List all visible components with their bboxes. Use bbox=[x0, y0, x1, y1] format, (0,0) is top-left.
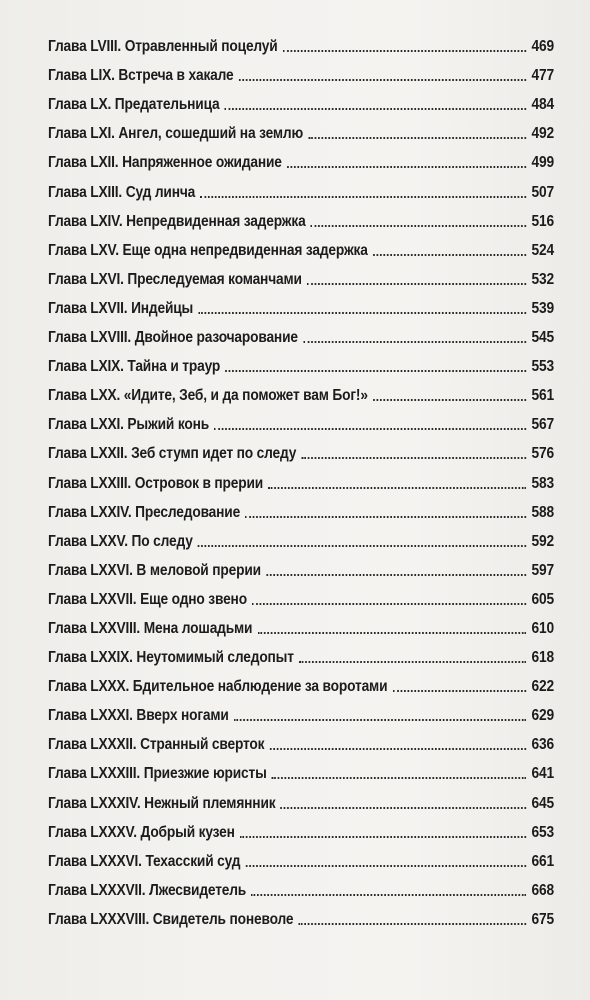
toc-entry bbox=[48, 610, 554, 639]
dot-leader bbox=[373, 399, 526, 401]
toc-entry-page-number: 592 bbox=[531, 532, 554, 550]
toc-entry bbox=[48, 464, 554, 493]
toc-entry bbox=[48, 668, 554, 697]
toc-entry-page-number: 492 bbox=[531, 125, 554, 143]
toc-entry bbox=[48, 784, 554, 813]
dot-leader bbox=[245, 865, 526, 867]
toc-entry-title: Глава LXII. Напряженное ожидание bbox=[48, 154, 282, 172]
toc-entry bbox=[48, 901, 554, 930]
toc-entry-page-number: 629 bbox=[531, 707, 554, 725]
dot-leader bbox=[251, 894, 526, 896]
toc-entry-page-number: 477 bbox=[531, 67, 554, 85]
dot-leader bbox=[239, 79, 527, 81]
toc-entry bbox=[48, 697, 554, 726]
dot-leader bbox=[393, 690, 527, 692]
toc-entry-page-number: 618 bbox=[531, 649, 554, 667]
toc-entry-title: Глава LXVII. Индейцы bbox=[48, 299, 194, 317]
dot-leader bbox=[198, 312, 526, 314]
toc-entry-page-number: 553 bbox=[531, 358, 554, 376]
dot-leader bbox=[252, 603, 526, 605]
toc-entry-page-number: 610 bbox=[531, 619, 554, 637]
dot-leader bbox=[270, 748, 527, 750]
toc-entry bbox=[48, 377, 554, 406]
toc-entry-page-number: 561 bbox=[531, 387, 554, 405]
toc-entry-title: Глава LXXXII. Странный сверток bbox=[48, 736, 265, 754]
table-of-contents bbox=[48, 28, 554, 930]
dot-leader bbox=[283, 50, 527, 52]
toc-entry bbox=[48, 523, 554, 552]
toc-entry bbox=[48, 435, 554, 464]
dot-leader bbox=[287, 166, 526, 168]
toc-entry-page-number: 622 bbox=[531, 678, 554, 696]
dot-leader bbox=[225, 370, 526, 372]
toc-entry-page-number: 539 bbox=[531, 299, 554, 317]
toc-entry-page-number: 545 bbox=[531, 329, 554, 347]
toc-entry-title: Глава LXVI. Преследуемая команчами bbox=[48, 270, 302, 288]
dot-leader bbox=[268, 487, 526, 489]
toc-entry-title: Глава LXXVI. В меловой прерии bbox=[48, 561, 261, 579]
toc-entry-title: Глава LXXXIII. Приезжие юристы bbox=[48, 765, 267, 783]
toc-entry-title: Глава LXVIII. Двойное разочарование bbox=[48, 329, 298, 347]
toc-entry-page-number: 499 bbox=[531, 154, 554, 172]
toc-entry-page-number: 532 bbox=[531, 270, 554, 288]
dot-leader bbox=[198, 545, 527, 547]
toc-entry-title: Глава LXXVII. Еще одно звено bbox=[48, 590, 247, 608]
toc-entry-page-number: 668 bbox=[531, 881, 554, 899]
toc-entry-page-number: 641 bbox=[531, 765, 554, 783]
toc-entry bbox=[48, 86, 554, 115]
toc-entry bbox=[48, 115, 554, 144]
toc-entry bbox=[48, 872, 554, 901]
toc-entry bbox=[48, 639, 554, 668]
toc-entry-page-number: 636 bbox=[531, 736, 554, 754]
toc-entry-page-number: 567 bbox=[531, 416, 554, 434]
toc-entry-page-number: 576 bbox=[531, 445, 554, 463]
toc-entry bbox=[48, 348, 554, 377]
toc-entry bbox=[48, 28, 554, 57]
toc-entry bbox=[48, 755, 554, 784]
toc-entry-page-number: 597 bbox=[531, 561, 554, 579]
toc-entry-title: Глава LXXXVII. Лжесвидетель bbox=[48, 881, 247, 899]
toc-entry bbox=[48, 203, 554, 232]
toc-entry-page-number: 469 bbox=[531, 38, 554, 56]
toc-entry-page-number: 645 bbox=[531, 794, 554, 812]
toc-entry-title: Глава LXXXVIII. Свидетель поневоле bbox=[48, 910, 294, 928]
toc-entry bbox=[48, 581, 554, 610]
toc-entry-title: Глава LXIV. Непредвиденная задержка bbox=[48, 212, 306, 230]
toc-entry bbox=[48, 173, 554, 202]
toc-entry bbox=[48, 232, 554, 261]
toc-entry-title: Глава LXIII. Суд линча bbox=[48, 183, 196, 201]
toc-entry-title: Глава LXXI. Рыжий конь bbox=[48, 416, 210, 434]
dot-leader bbox=[299, 923, 527, 925]
toc-entry-page-number: 507 bbox=[531, 183, 554, 201]
toc-entry bbox=[48, 406, 554, 435]
toc-entry-title: Глава LXXXV. Добрый кузен bbox=[48, 823, 235, 841]
dot-leader bbox=[225, 108, 527, 110]
dot-leader bbox=[240, 836, 526, 838]
dot-leader bbox=[301, 457, 526, 459]
dot-leader bbox=[245, 516, 526, 518]
dot-leader bbox=[308, 137, 526, 139]
toc-entry-title: Глава LXXXIV. Нежный племянник bbox=[48, 794, 276, 812]
dot-leader bbox=[214, 428, 526, 430]
toc-entry-title: Глава LXXV. По следу bbox=[48, 532, 193, 550]
toc-entry bbox=[48, 494, 554, 523]
toc-entry-title: Глава LXXIII. Островок в прерии bbox=[48, 474, 264, 492]
toc-entry-page-number: 661 bbox=[531, 852, 554, 870]
toc-entry-title: Глава LXIX. Тайна и траур bbox=[48, 358, 221, 376]
toc-entry bbox=[48, 144, 554, 173]
toc-entry bbox=[48, 843, 554, 872]
toc-entry bbox=[48, 57, 554, 86]
toc-entry-page-number: 675 bbox=[531, 910, 554, 928]
toc-entry bbox=[48, 552, 554, 581]
dot-leader bbox=[281, 807, 527, 809]
toc-entry-title: Глава LXI. Ангел, сошедший на землю bbox=[48, 125, 304, 143]
toc-entry-title: Глава LXXII. Зеб стумп идет по следу bbox=[48, 445, 297, 463]
dot-leader bbox=[266, 574, 526, 576]
toc-entry-title: Глава LX. Предательница bbox=[48, 96, 220, 114]
toc-entry-title: Глава LXXXI. Вверх ногами bbox=[48, 707, 229, 725]
dot-leader bbox=[200, 196, 526, 198]
dot-leader bbox=[307, 283, 526, 285]
dot-leader bbox=[311, 225, 527, 227]
toc-entry-title: Глава LVIII. Отравленный поцелуй bbox=[48, 38, 278, 56]
dot-leader bbox=[303, 341, 526, 343]
dot-leader bbox=[272, 777, 527, 779]
toc-entry-title: Глава LXXIV. Преследование bbox=[48, 503, 241, 521]
dot-leader bbox=[257, 632, 526, 634]
toc-entry-title: Глава LXXXVI. Техасский суд bbox=[48, 852, 241, 870]
dot-leader bbox=[373, 254, 526, 256]
toc-entry-page-number: 605 bbox=[531, 590, 554, 608]
toc-entry-page-number: 588 bbox=[531, 503, 554, 521]
toc-entry bbox=[48, 290, 554, 319]
toc-entry-page-number: 484 bbox=[531, 96, 554, 114]
toc-entry-title: Глава LXV. Еще одна непредвиденная задержка bbox=[48, 241, 368, 259]
dot-leader bbox=[234, 719, 527, 721]
toc-entry-title: Глава LXX. «Идите, Зеб, и да поможет вам Бог!» bbox=[48, 387, 368, 405]
toc-entry bbox=[48, 814, 554, 843]
toc-entry-page-number: 653 bbox=[531, 823, 554, 841]
toc-entry bbox=[48, 726, 554, 755]
toc-entry-page-number: 516 bbox=[531, 212, 554, 230]
toc-entry bbox=[48, 319, 554, 348]
toc-entry-title: Глава LIX. Встреча в хакале bbox=[48, 67, 234, 85]
toc-entry-title: Глава LXXVIII. Мена лошадьми bbox=[48, 619, 253, 637]
toc-entry-title: Глава LXXX. Бдительное наблюдение за воротами bbox=[48, 678, 388, 696]
dot-leader bbox=[299, 661, 526, 663]
toc-entry-page-number: 583 bbox=[531, 474, 554, 492]
toc-entry-title: Глава LXXIX. Неутомимый следопыт bbox=[48, 649, 294, 667]
toc-entry-page-number: 524 bbox=[531, 241, 554, 259]
toc-entry bbox=[48, 261, 554, 290]
